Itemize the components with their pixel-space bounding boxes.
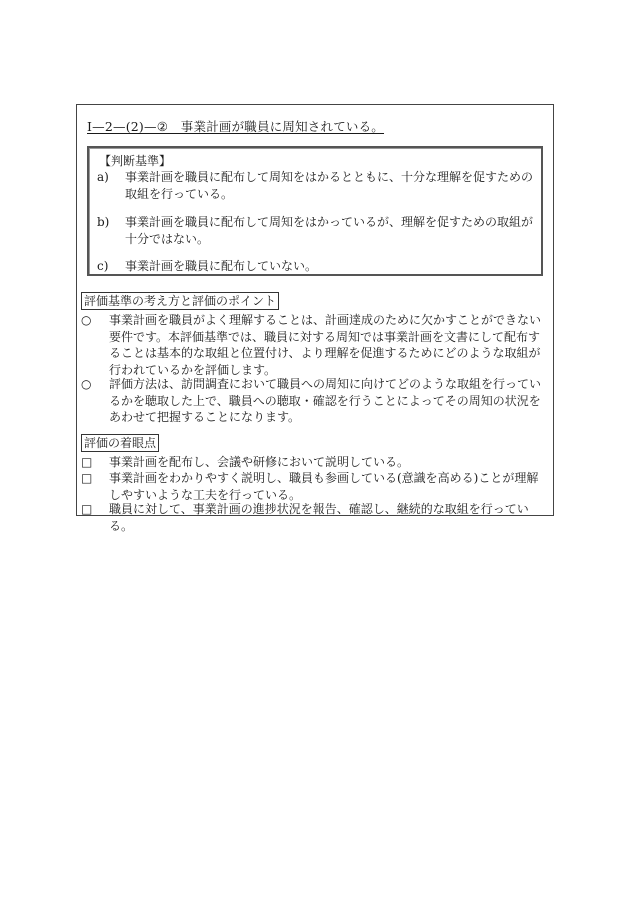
evaluation-sheet (76, 104, 554, 533)
viewpoint-item (81, 454, 547, 471)
point-item (81, 376, 547, 426)
criteria-heading: 【判断基準】 (99, 154, 172, 168)
criterion-b (97, 214, 535, 248)
section-title: Ⅰ—2—(2)—② 事業計画が職員に周知されている。 (87, 119, 385, 134)
criterion-a (97, 169, 535, 203)
point-text: 事業計画を職員がよく理解することは、計画達成のために欠かすことができない要件です。本評価基準では、職員に対する周知では事業計画を文書にして配布することは基本的な取組と位置付け、より理解を促進するためにどのような取組が行われているかを評価します。 (109, 313, 542, 377)
viewpoint-text: 職員に対して、事業計画の進捗状況を報告、確認し、継続的な取組を行っている。 (109, 502, 529, 533)
circle-bullet-icon: ○ (81, 377, 92, 391)
criterion-marker: a) (97, 170, 109, 184)
viewpoint-item (81, 501, 547, 534)
point-item (81, 312, 547, 378)
criterion-c (97, 258, 535, 275)
circle-bullet-icon: ○ (81, 313, 92, 327)
points-label: 評価基準の考え方と評価のポイント (81, 292, 279, 310)
viewpoint-text: 事業計画を配布し、会議や研修において説明している。 (109, 455, 410, 469)
point-text: 評価方法は、訪問調査において職員への周知に向けてどのような取組を行っているかを聴取した上で、職員への聴取・確認を行うことによってその周知の状況をあわせて把握することになります。 (109, 377, 542, 424)
judgment-criteria-box (87, 146, 543, 276)
checkbox-icon: □ (81, 455, 93, 469)
criterion-marker: b) (97, 215, 110, 229)
checkbox-icon: □ (81, 471, 93, 485)
viewpoint-text: 事業計画をわかりやすく説明し、職員も参画している(意識を高める)ことが理解しやすいような工夫を行っている。 (109, 471, 539, 502)
criterion-text: 事業計画を職員に配布していない。 (125, 259, 318, 273)
checkbox-icon: □ (81, 502, 93, 516)
criterion-marker: c) (97, 259, 109, 273)
criterion-text: 事業計画を職員に配布して周知をはかっているが、理解を促すための取組が十分ではない。 (125, 215, 534, 246)
viewpoints-label: 評価の着眼点 (81, 434, 159, 452)
criterion-text: 事業計画を職員に配布して周知をはかるとともに、十分な理解を促すための取組を行っている。 (125, 170, 534, 201)
viewpoint-item (81, 470, 547, 503)
